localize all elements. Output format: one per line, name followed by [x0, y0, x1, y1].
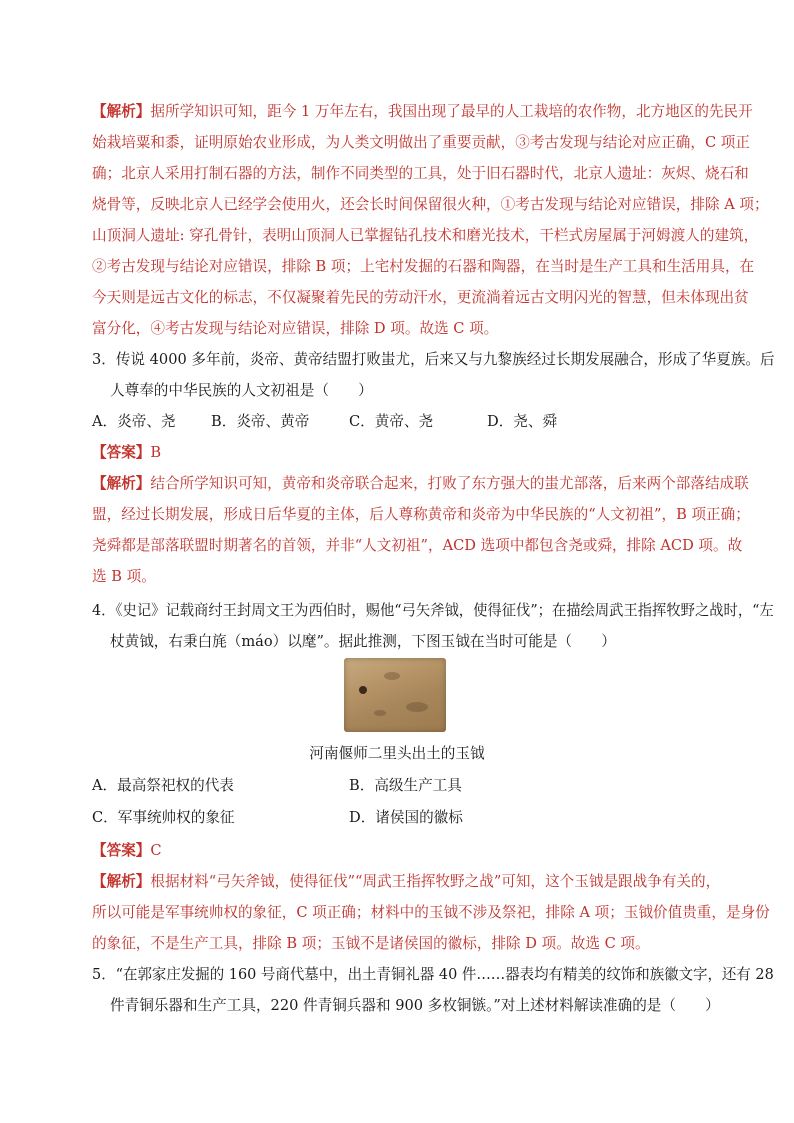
q3-analysis-line-3: 尧舜都是部落联盟时期著名的首领，并非“人文初祖”，ACD 选项中都包含尧或舜，排除 ACD 项。故: [92, 537, 743, 554]
q5-stem-line-1: 5．“在郭家庄发掘的 160 号商代墓中，出土青铜礼器 40 件……器表均有精美的纹饰和族徽文字，还有 28: [92, 966, 774, 983]
q4-stem-line-1: 4．《史记》记载商纣王封周文王为西伯时，赐他“弓矢斧钺，使得征伐”；在描绘周武王指挥牧野之战时，“左: [92, 602, 774, 619]
q4-analysis-line-3: 的象征，不是生产工具，排除 B 项；玉钺不是诸侯国的徽标，排除 D 项。故选 C 项。: [92, 935, 650, 952]
q2-analysis-line-1: 【解析】据所学知识可知，距今 1 万年左右，我国出现了最早的人工栽培的农作物，北方地区的先民开: [92, 103, 753, 120]
q3-stem-line-2: 人尊奉的中华民族的人文初祖是（ ）: [110, 382, 373, 399]
q3-analysis-line-4: 选 B 项。: [92, 568, 156, 585]
axe-hole: [359, 686, 367, 694]
answer-tag: 【答案】: [92, 444, 151, 461]
q3-option-b: B．炎帝、黄帝: [211, 413, 310, 430]
q3-stem-line-1: 3．传说 4000 多年前，炎帝、黄帝结盟打败蚩尤，后来又与九黎族经过长期发展融合，形成了华夏族。后: [92, 351, 775, 368]
q4-option-c: C．军事统帅权的象征: [92, 809, 235, 826]
analysis-tag: 【解析】: [92, 475, 151, 492]
q4-option-a: A．最高祭祀权的代表: [92, 777, 234, 794]
answer-tag: 【答案】: [92, 842, 151, 859]
q4-option-d: D．诸侯国的徽标: [349, 809, 463, 826]
q2-analysis-line-4: 烧骨等，反映北京人已经学会使用火，还会长时间保留很火种，①考古发现与结论对应错误，排除 A 项；: [92, 196, 769, 213]
q2-analysis-line-7: 今天则是远古文化的标志，不仅凝聚着先民的劳动汗水，更流淌着远古文明闪光的智慧，但未体现出贫: [92, 289, 749, 306]
q2-analysis-line-2: 始栽培粟和黍，证明原始农业形成，为人类文明做出了重要贡献，③考古发现与结论对应正确，C 项正: [92, 134, 750, 151]
analysis-tag: 【解析】: [92, 873, 151, 890]
q4-option-b: B．高级生产工具: [349, 777, 462, 794]
q5-stem-line-2: 件青铜乐器和生产工具，220 件青铜兵器和 900 多枚铜镞。”对上述材料解读准确的是（ ）: [110, 997, 720, 1014]
q3-option-c: C．黄帝、尧: [349, 413, 434, 430]
figure-caption: 河南偃师二里头出土的玉钺: [309, 745, 485, 762]
q3-option-d: D．尧、舜: [487, 413, 558, 430]
q2-analysis-line-3: 确；北京人采用打制石器的方法，制作不同类型的工具，处于旧石器时代，北京人遗址：灰烬、烧石和: [92, 165, 749, 182]
q2-analysis-line-6: ②考古发现与结论对应错误，排除 B 项；上宅村发掘的石器和陶器，在当时是生产工具和生活用具，在: [92, 258, 755, 275]
q2-analysis-line-8: 富分化，④考古发现与结论对应错误，排除 D 项。故选 C 项。: [92, 320, 499, 337]
q4-analysis-line-1: 【解析】根据材料“弓矢斧钺，使得征伐”“周武王指挥牧野之战”可知，这个玉钺是跟战争有关的，: [92, 873, 721, 890]
q4-answer: [92, 841, 162, 861]
jade-yue-axe-photo: [344, 658, 446, 732]
q2-analysis-line-5: 山顶洞人遗址: 穿孔骨针，表明山顶洞人已掌握钻孔技术和磨光技术，干栏式房屋属于河姆渡人的建筑，: [92, 227, 759, 244]
q3-answer-value: B: [150, 444, 162, 461]
q3-analysis-line-2: 盟，经过长期发展，形成日后华夏的主体，后人尊称黄帝和炎帝为中华民族的“人文初祖”，B 项正确；: [92, 506, 750, 523]
analysis-tag: 【解析】: [92, 103, 151, 120]
q3-option-a: A．炎帝、尧: [92, 413, 176, 430]
q4-stem-line-2: 杖黄钺，右秉白旄（máo）以麾”。据此推测，下图玉钺在当时可能是（ ）: [110, 633, 616, 650]
q3-analysis-line-1: 【解析】结合所学知识可知，黄帝和炎帝联合起来，打败了东方强大的蚩尤部落，后来两个部落结成联: [92, 475, 749, 492]
q4-analysis-line-2: 所以可能是军事统帅权的象征，C 项正确；材料中的玉钺不涉及祭祀，排除 A 项；玉钺价值贵重，是身份: [92, 904, 770, 921]
q4-answer-value: C: [150, 842, 162, 859]
q3-answer: [92, 443, 161, 463]
